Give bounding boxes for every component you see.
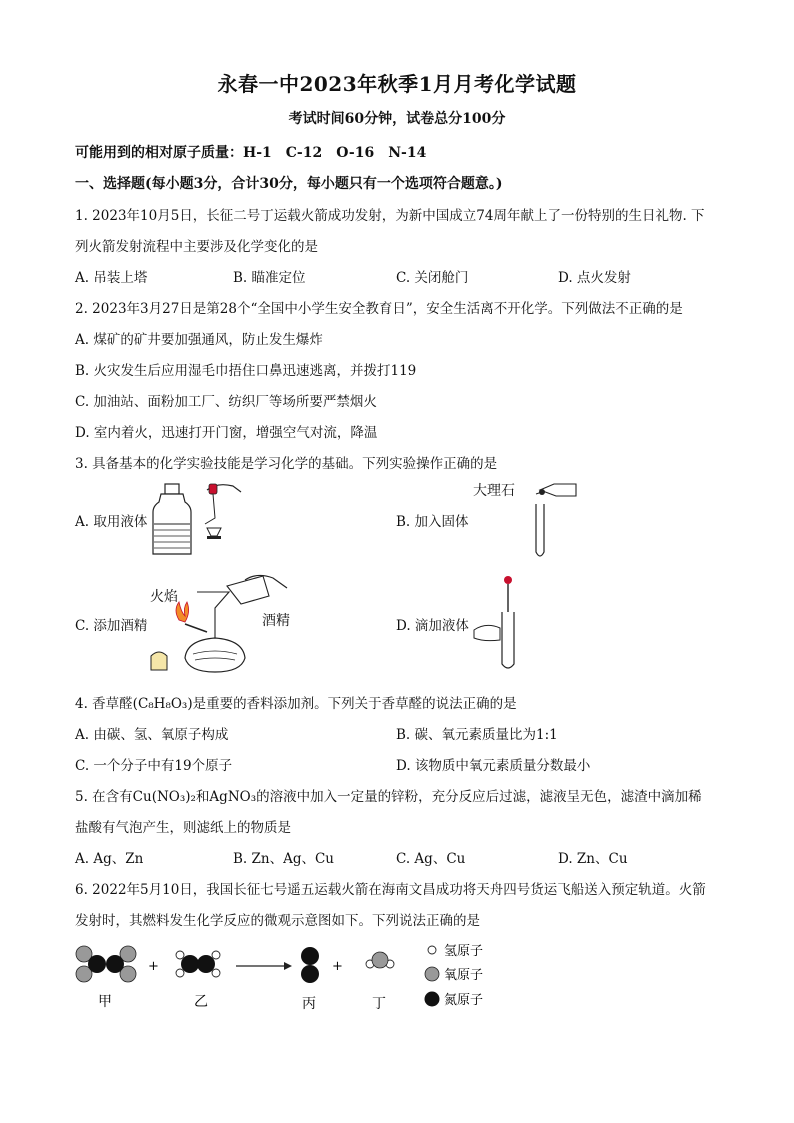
page-title: 永春一中2023年秋季1月月考化学试题 bbox=[217, 72, 577, 96]
molecule-jia bbox=[76, 946, 136, 982]
q4-option-c: C. 一个分子中有19个原子 bbox=[75, 758, 233, 774]
q5-option-d: D. Zn、Cu bbox=[558, 851, 628, 867]
atomic-mass-note: 可能用到的相对原子质量：H-1 C-12 O-16 N-14 bbox=[75, 145, 427, 161]
q3-option-c: C. 添加酒精 bbox=[75, 618, 148, 634]
molecule-ding bbox=[366, 952, 394, 968]
q5-option-b: B. Zn、Ag、Cu bbox=[233, 851, 334, 867]
q3-option-b: B. 加入固体 bbox=[396, 514, 469, 530]
q2-option-a: A. 煤矿的矿井要加强通风，防止发生爆炸 bbox=[75, 332, 323, 348]
q1-option-d: D. 点火发射 bbox=[558, 270, 631, 286]
q2-option-b: B. 火灾发生后应用湿毛巾捂住口鼻迅速逃离，并拨打119 bbox=[75, 363, 417, 379]
plus-sign-2: + bbox=[332, 959, 343, 974]
legend-hydrogen: 氢原子 bbox=[444, 944, 484, 959]
q5-stem-line2: 盐酸有气泡产生，则滤纸上的物质是 bbox=[75, 820, 291, 836]
q1-stem-line1: 1. 2023年10月5日，长征二号丁运载火箭成功发射，为新中国成立74周年献上了一份特别的生日礼物. 下 bbox=[75, 208, 705, 224]
legend-oxygen-icon bbox=[425, 967, 439, 981]
legend-oxygen: 氧原子 bbox=[444, 968, 484, 983]
label-jia: 甲 bbox=[98, 994, 112, 1010]
marble-label: 大理石 bbox=[473, 483, 515, 499]
q2-option-c: C. 加油站、面粉加工厂、纺织厂等场所要严禁烟火 bbox=[75, 394, 377, 410]
exam-info: 考试时间60分钟，试卷总分100分 bbox=[288, 111, 506, 127]
q1-option-c: C. 关闭舱门 bbox=[396, 270, 469, 286]
q5-stem-line1: 5. 在含有Cu(NO₃)₂和AgNO₃的溶液中加入一定量的锌粉，充分反应后过滤，滤液呈无色，滤渣中滴加稀 bbox=[75, 789, 702, 805]
label-yi: 乙 bbox=[194, 994, 208, 1010]
q4-stem: 4. 香草醛(C₈H₈O₃)是重要的香料添加剂。下列关于香草醛的说法正确的是 bbox=[75, 696, 517, 712]
q1-option-b: B. 瞄准定位 bbox=[233, 270, 306, 286]
test-tube-marble-illustration bbox=[520, 478, 580, 563]
q2-option-d: D. 室内着火，迅速打开门窗，增强空气对流，降温 bbox=[75, 425, 378, 441]
q2-stem: 2. 2023年3月27日是第28个“全国中小学生安全教育日”，安全生活离不开化学。下列做法不正确的是 bbox=[75, 301, 683, 317]
legend-hydrogen-icon bbox=[428, 946, 436, 954]
q4-option-b: B. 碳、氧元素质量比为1:1 bbox=[396, 727, 558, 743]
q3-option-a: A. 取用液体 bbox=[75, 514, 148, 530]
flame-label: 火焰 bbox=[150, 589, 178, 605]
molecule-yi bbox=[176, 951, 220, 977]
label-ding: 丁 bbox=[372, 996, 386, 1012]
section-heading: 一、选择题(每小题3分，合计30分，每小题只有一个选项符合题意。) bbox=[75, 176, 503, 192]
q4-option-d: D. 该物质中氧元素质量分数最小 bbox=[396, 758, 591, 774]
reaction-diagram bbox=[70, 938, 510, 1018]
q5-option-a: A. Ag、Zn bbox=[75, 851, 144, 867]
dropper-test-tube-illustration bbox=[470, 574, 550, 674]
q3-option-d: D. 滴加液体 bbox=[396, 618, 469, 634]
plus-sign-1: + bbox=[148, 959, 159, 974]
alcohol-label: 酒精 bbox=[262, 613, 290, 629]
q1-option-a: A. 吊装上塔 bbox=[75, 270, 148, 286]
q5-option-c: C. Ag、Cu bbox=[396, 851, 466, 867]
dropper-bottle-illustration bbox=[145, 478, 245, 558]
molecule-bing bbox=[301, 947, 319, 983]
q3-stem: 3. 具备基本的化学实验技能是学习化学的基础。下列实验操作正确的是 bbox=[75, 456, 498, 472]
label-bing: 丙 bbox=[302, 996, 316, 1012]
legend-nitrogen: 氮原子 bbox=[444, 993, 484, 1008]
q6-stem-line1: 6. 2022年5月10日，我国长征七号遥五运载火箭在海南文昌成功将天舟四号货运飞船送入预定轨道。火箭 bbox=[75, 882, 706, 898]
q4-option-a: A. 由碳、氢、氧原子构成 bbox=[75, 727, 229, 743]
q6-stem-line2: 发射时，其燃料发生化学反应的微观示意图如下。下列说法正确的是 bbox=[75, 913, 480, 929]
q1-stem-line2: 列火箭发射流程中主要涉及化学变化的是 bbox=[75, 239, 318, 255]
legend-nitrogen-icon bbox=[425, 992, 440, 1007]
alcohol-lamp-illustration bbox=[145, 568, 295, 678]
